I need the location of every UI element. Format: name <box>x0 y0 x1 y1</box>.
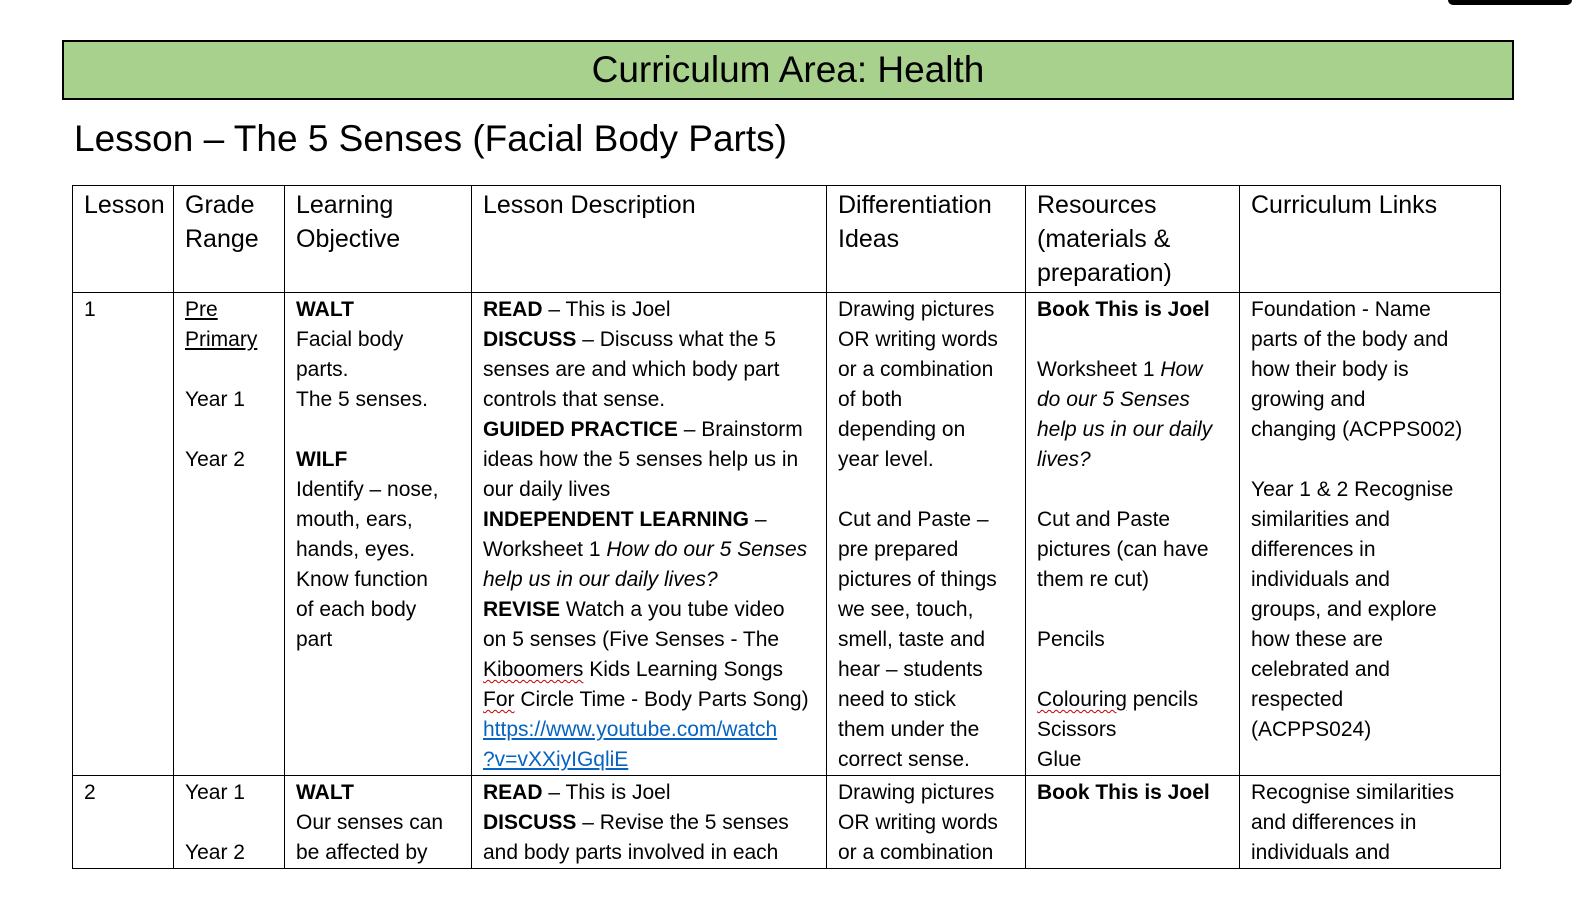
cell-learning-objective: WALT Facial body parts. The 5 senses. WILF Identify – nose, mouth, ears, hands, eyes. Know function of each body part <box>285 293 472 776</box>
cell-resources: Book This is Joel Worksheet 1 How do our 5 Senses help us in our daily lives? Cut and Paste pictures (can have them re cut) Pencils Colouring pencils Scissors Glue <box>1026 293 1240 776</box>
header-differentiation-ideas: Differentiation Ideas <box>827 186 1026 293</box>
table-row <box>73 776 1501 869</box>
cell-lesson-description: READ – This is Joel DISCUSS – Discuss what the 5 senses are and which body part controls that sense. GUIDED PRACTICE – Brainstorm ideas how the 5 senses help us in our daily lives INDEPENDENT LEARNING – Worksheet 1 How do our 5 Senses help us in our daily lives? REVISE Watch a you tube video on 5 senses (Five Senses - The Kiboomers Kids Learning Songs For Circle Time - Body Parts Song) https://www.youtube.com/watch ?v=vXXiyIGqliE <box>472 293 827 776</box>
cell-curriculum-links: Recognise similarities and differences in individuals and <box>1240 776 1501 869</box>
table-header-row <box>73 186 1501 293</box>
window-handle <box>1448 0 1572 5</box>
youtube-video-link-continued[interactable]: ?v=vXXiyIGqliE <box>483 748 629 771</box>
header-lesson: Lesson <box>73 186 174 293</box>
lesson-plan-table <box>72 185 1501 869</box>
table-row <box>73 293 1501 776</box>
header-resources: Resources (materials & preparation) <box>1026 186 1240 293</box>
cell-resources: Book This is Joel <box>1026 776 1240 869</box>
lesson-title: Lesson – The 5 Senses (Facial Body Parts) <box>74 118 787 159</box>
cell-lesson-number: 1 <box>73 293 174 776</box>
cell-lesson-number: 2 <box>73 776 174 869</box>
header-lesson-description: Lesson Description <box>472 186 827 293</box>
cell-lesson-description: READ – This is Joel DISCUSS – Revise the 5 senses and body parts involved in each <box>472 776 827 869</box>
cell-differentiation-ideas: Drawing pictures OR writing words or a combination <box>827 776 1026 869</box>
youtube-video-link[interactable]: https://www.youtube.com/watch <box>483 718 778 741</box>
cell-grade-range: Year 1 Year 2 <box>174 776 285 869</box>
curriculum-area-title: Curriculum Area: Health <box>591 49 985 90</box>
cell-curriculum-links: Foundation - Name parts of the body and how their body is growing and changing (ACPPS002) Year 1 & 2 Recognise similarities and differences in individuals and groups, and explore how these are celebrated and respected (ACPPS024) <box>1240 293 1501 776</box>
header-learning-objective: Learning Objective <box>285 186 472 293</box>
header-grade-range: Grade Range <box>174 186 285 293</box>
cell-grade-range: Pre Primary Year 1 Year 2 <box>174 293 285 776</box>
header-curriculum-links: Curriculum Links <box>1240 186 1501 293</box>
curriculum-area-banner <box>62 40 1514 100</box>
cell-differentiation-ideas: Drawing pictures OR writing words or a combination of both depending on year level. Cut and Paste – pre prepared pictures of things we see, touch, smell, taste and hear – students need to stick them under the correct sense. <box>827 293 1026 776</box>
cell-learning-objective: WALT Our senses can be affected by <box>285 776 472 869</box>
